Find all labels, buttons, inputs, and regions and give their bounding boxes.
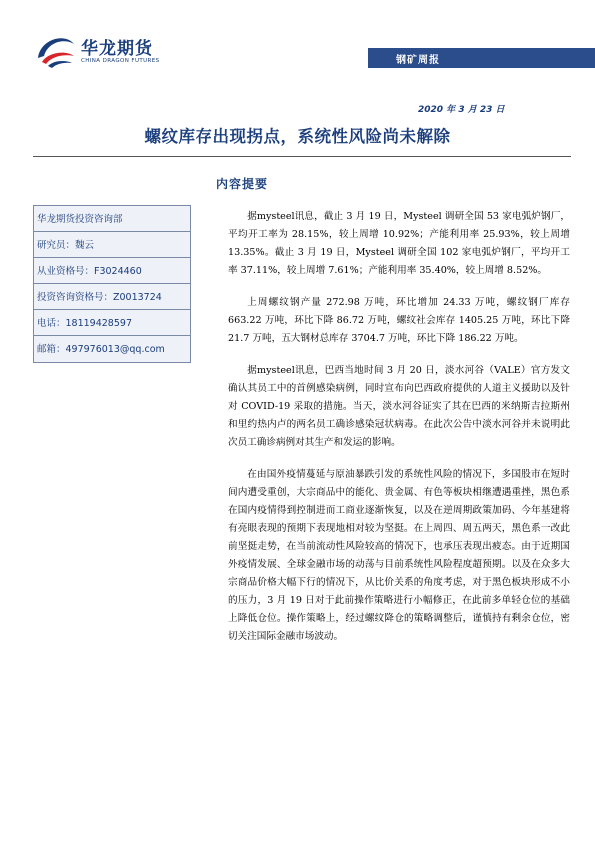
qualification-number: 从业资格号：F3024460 [34, 258, 190, 284]
report-type-label: 钢矿周报 [396, 55, 440, 66]
summary-paragraph: 在由国外疫情蔓延与原油暴跌引发的系统性风险的情况下，多国股市在短时间内遭受重创，大宗商品中的能化、贵金属、有色等板块相继遭遇重挫，黑色系在国内疫情得到控制进而工商业逐渐恢复，以及在逆周期政策加码、今年基建将有亮眼表现的预期下表现地相对较为坚挺。在上周四、周五两天，黑色系一改此前坚挺走势，在当前流动性风险较高的情况下，也承压表现出疲态。由于近期国外疫情发展、全球金融市场的动荡与目前系统性风险程度超预期。以及在众多大宗商品价格大幅下行的情况下，从比价关系的角度考虑，对于黑色板块形成不小的压力，3 月 19 日对于此前操作策略进行小幅修正，在此前多单轻仓位的基础上降低仓位。操作策略上，经过螺纹降仓的策略调整后，谨慎持有剩余仓位，密切关注国际金融市场波动。 [228, 469, 570, 642]
summary-paragraph: 据mysteel讯息，截止 3 月 19 日，Mysteel 调研全国 53 家电弧炉钢厂，平均开工率为 28.15%，较上周增 10.92%；产能利用率 25.93%，较上周增 13.35%。截止 3 月 19 日，Mysteel 调研全国 102 家电弧炉钢厂，平均开工率 37.11%，较上周增 7.61%；产能利用率 35.40%，较上周增 8.52%。 [228, 211, 570, 276]
dragon-logo-icon [34, 30, 76, 70]
analyst-info-box [33, 205, 191, 363]
brand-name-cn: 华龙期货 [81, 39, 153, 59]
phone-number: 电话：18119428597 [34, 310, 190, 336]
report-type-band [368, 48, 595, 68]
email-address: 邮箱：497976013@qq.com [37, 344, 165, 355]
summary-paragraph: 上周螺纹钢产量 272.98 万吨，环比增加 24.33 万吨，螺纹钢厂库存 663.22 万吨，环比下降 86.72 万吨，螺纹社会库存 1405.25 万吨，环比下降 21.7 万吨，五大钢材总库存 3704.7 万吨，环比下降 186.22 万吨。 [228, 297, 570, 344]
consulting-qualification-number: 投资咨询资格号：Z0013724 [34, 284, 190, 310]
researcher-label: 研究员：魏云 [34, 232, 190, 258]
page-title: 螺纹库存出现拐点，系统性风险尚未解除 [144, 127, 451, 146]
summary-body [228, 208, 570, 660]
brand-name-en: CHINA DRAGON FUTURES [81, 58, 160, 64]
report-date: 2020 年 3 月 23 日 [418, 105, 505, 115]
title-divider [33, 156, 571, 157]
brand-logo [34, 28, 184, 72]
summary-paragraph: 据mysteel讯息，巴西当地时间 3 月 20 日，淡水河谷（VALE）官方发文确认其员工中的首例感染病例，同时宣布向巴西政府提供的人道主义援助以及针对 COVID-19 采取的措施。当天，淡水河谷证实了其在巴西的米纳斯吉拉斯州和里约热内卢的两名员工确诊感染冠状病毒。在此次公告中淡水河谷并未说明此次员工确诊病例对其生产和发运的影响。 [228, 365, 570, 448]
department-label: 华龙期货投资咨询部 [34, 206, 190, 232]
summary-heading: 内容提要 [216, 177, 269, 191]
